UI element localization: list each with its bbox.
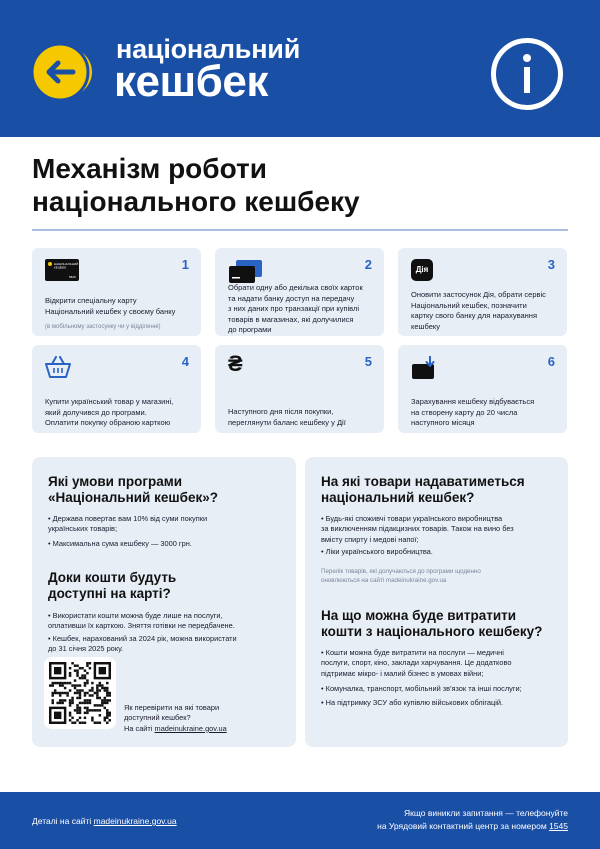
step-note: (в мобільному застосунку чи у відділенні) <box>45 324 161 330</box>
step-text: Наступного дня після покупки, переглянути баланс кешбеку у Дії <box>228 407 346 427</box>
footer-contact-info: Якщо виникли запитання — телефонуйте на Урядовий контактний центр за номером 1545 <box>377 808 568 831</box>
footer-site-link[interactable]: madeinukraine.gov.ua <box>93 816 177 826</box>
qr-code-icon <box>49 662 111 724</box>
cards-icon <box>228 259 264 285</box>
step-text: Оновити застосунок Дія, обрати сервіс Національний кешбек, позначити картку свого банку для нарахування кешбеку <box>411 290 546 331</box>
goods-list-note: Перелік товарів, які долучаються до програми щоденно оновлюються на сайті madeinukraine.gov.ua <box>321 568 481 584</box>
step-text: Купити український товар у магазині, який долучився до програми. Оплатити покупку обраною карткою <box>45 397 174 427</box>
step-card-1 <box>32 248 201 336</box>
footer-site-info: Деталі на сайті madeinukraine.gov.ua <box>32 816 177 826</box>
page-title: Механізм роботи національного кешбеку <box>32 153 360 218</box>
bullet-army-support: • На підтримку ЗСУ або купівлю військових облігацій. <box>321 698 504 707</box>
footer-banner <box>0 792 600 849</box>
card-arrow-icon <box>411 356 439 380</box>
step-card-6 <box>398 345 567 433</box>
step-card-2 <box>215 248 384 336</box>
step-text: Відкрити спеціальну карту Національний кешбек у своєму банку <box>45 296 176 316</box>
cashback-coin-logo-icon <box>30 42 94 102</box>
step-number: 5 <box>364 354 372 369</box>
header-banner <box>0 0 600 137</box>
card-number: 5829 <box>69 275 76 279</box>
step-card-5 <box>215 345 384 433</box>
card-icon <box>45 259 79 281</box>
info-icon <box>491 38 563 110</box>
footer-phone-number[interactable]: 1545 <box>549 820 568 831</box>
card-brand-text: НАЦІОНАЛЬНИЙ <box>54 262 79 266</box>
step-number: 1 <box>181 257 189 272</box>
step-text: Обрати одну або декілька своїх карток та надати банку доступ на передачу з них даних про транзакції при купівлі товарів в магазинах, які долучилися до програми <box>228 283 363 334</box>
qr-code[interactable] <box>44 657 116 729</box>
brand-name-bottom: кешбек <box>114 57 268 106</box>
step-number: 4 <box>181 354 189 369</box>
step-text: Зарахування кешбеку відбувається на створену карту до 20 числа наступного місяця <box>411 397 535 427</box>
conditions-heading: Які умови програми «Національний кешбек»? <box>48 474 218 506</box>
step-number: 6 <box>547 354 555 369</box>
bullet-max-sum: • Максимальна сума кешбеку — 3000 грн. <box>48 539 192 548</box>
basket-icon <box>45 356 71 378</box>
goods-heading: На які товари надаватиметься національний кешбек? <box>321 474 525 506</box>
spending-heading: На що можна буде витратити кошти з національного кешбеку? <box>321 608 543 640</box>
card-brand-text-2: КЕШБЕК <box>54 265 67 270</box>
step-card-4 <box>32 345 201 433</box>
conditions-panel <box>32 457 296 747</box>
bullet-medicines: • Ліки українського виробництва. <box>321 547 433 556</box>
availability-heading: Доки кошти будуть доступні на карті? <box>48 570 177 602</box>
step-card-3 <box>398 248 567 336</box>
goods-panel <box>305 457 568 747</box>
bullet-services-only: • Використати кошти можна буде лише на послуги, оплативши їх карткою. Зняття готівки не передбачене. <box>48 611 235 631</box>
bullet-utilities: • Комуналка, транспорт, мобільний зв'язок та інші послуги; <box>321 684 522 693</box>
qr-caption: Як перевірити на які товари доступний кешбек? На сайті madeinukraine.gov.ua <box>124 703 227 733</box>
site-link[interactable]: madeinukraine.gov.ua <box>154 723 227 733</box>
diia-icon: Дія <box>411 259 433 281</box>
step-number: 3 <box>547 257 555 272</box>
step-number: 2 <box>364 257 372 272</box>
bullet-services: • Кошти можна буде витратити на послуги — медичні послуги, спорт, кіно, заклади харчування. Це додатково підтримає мікро- і малий бізнес в умовах війни; <box>321 648 512 678</box>
brand-name-top: національний <box>116 34 301 64</box>
bullet-refund-percent: • Держава повертає вам 10% від суми покупки українських товарів; <box>48 514 208 534</box>
title-divider <box>32 229 568 231</box>
hryvnia-icon: ₴ <box>228 351 243 376</box>
bullet-consumer-goods: • Будь-які споживчі товари українського виробництва за виключенням підакцизних товарів. Також на вино без вмісту спирту і медові напої; <box>321 514 514 544</box>
bullet-expiry: • Кешбек, нарахований за 2024 рік, можна використати до 31 січня 2025 року. <box>48 634 237 654</box>
